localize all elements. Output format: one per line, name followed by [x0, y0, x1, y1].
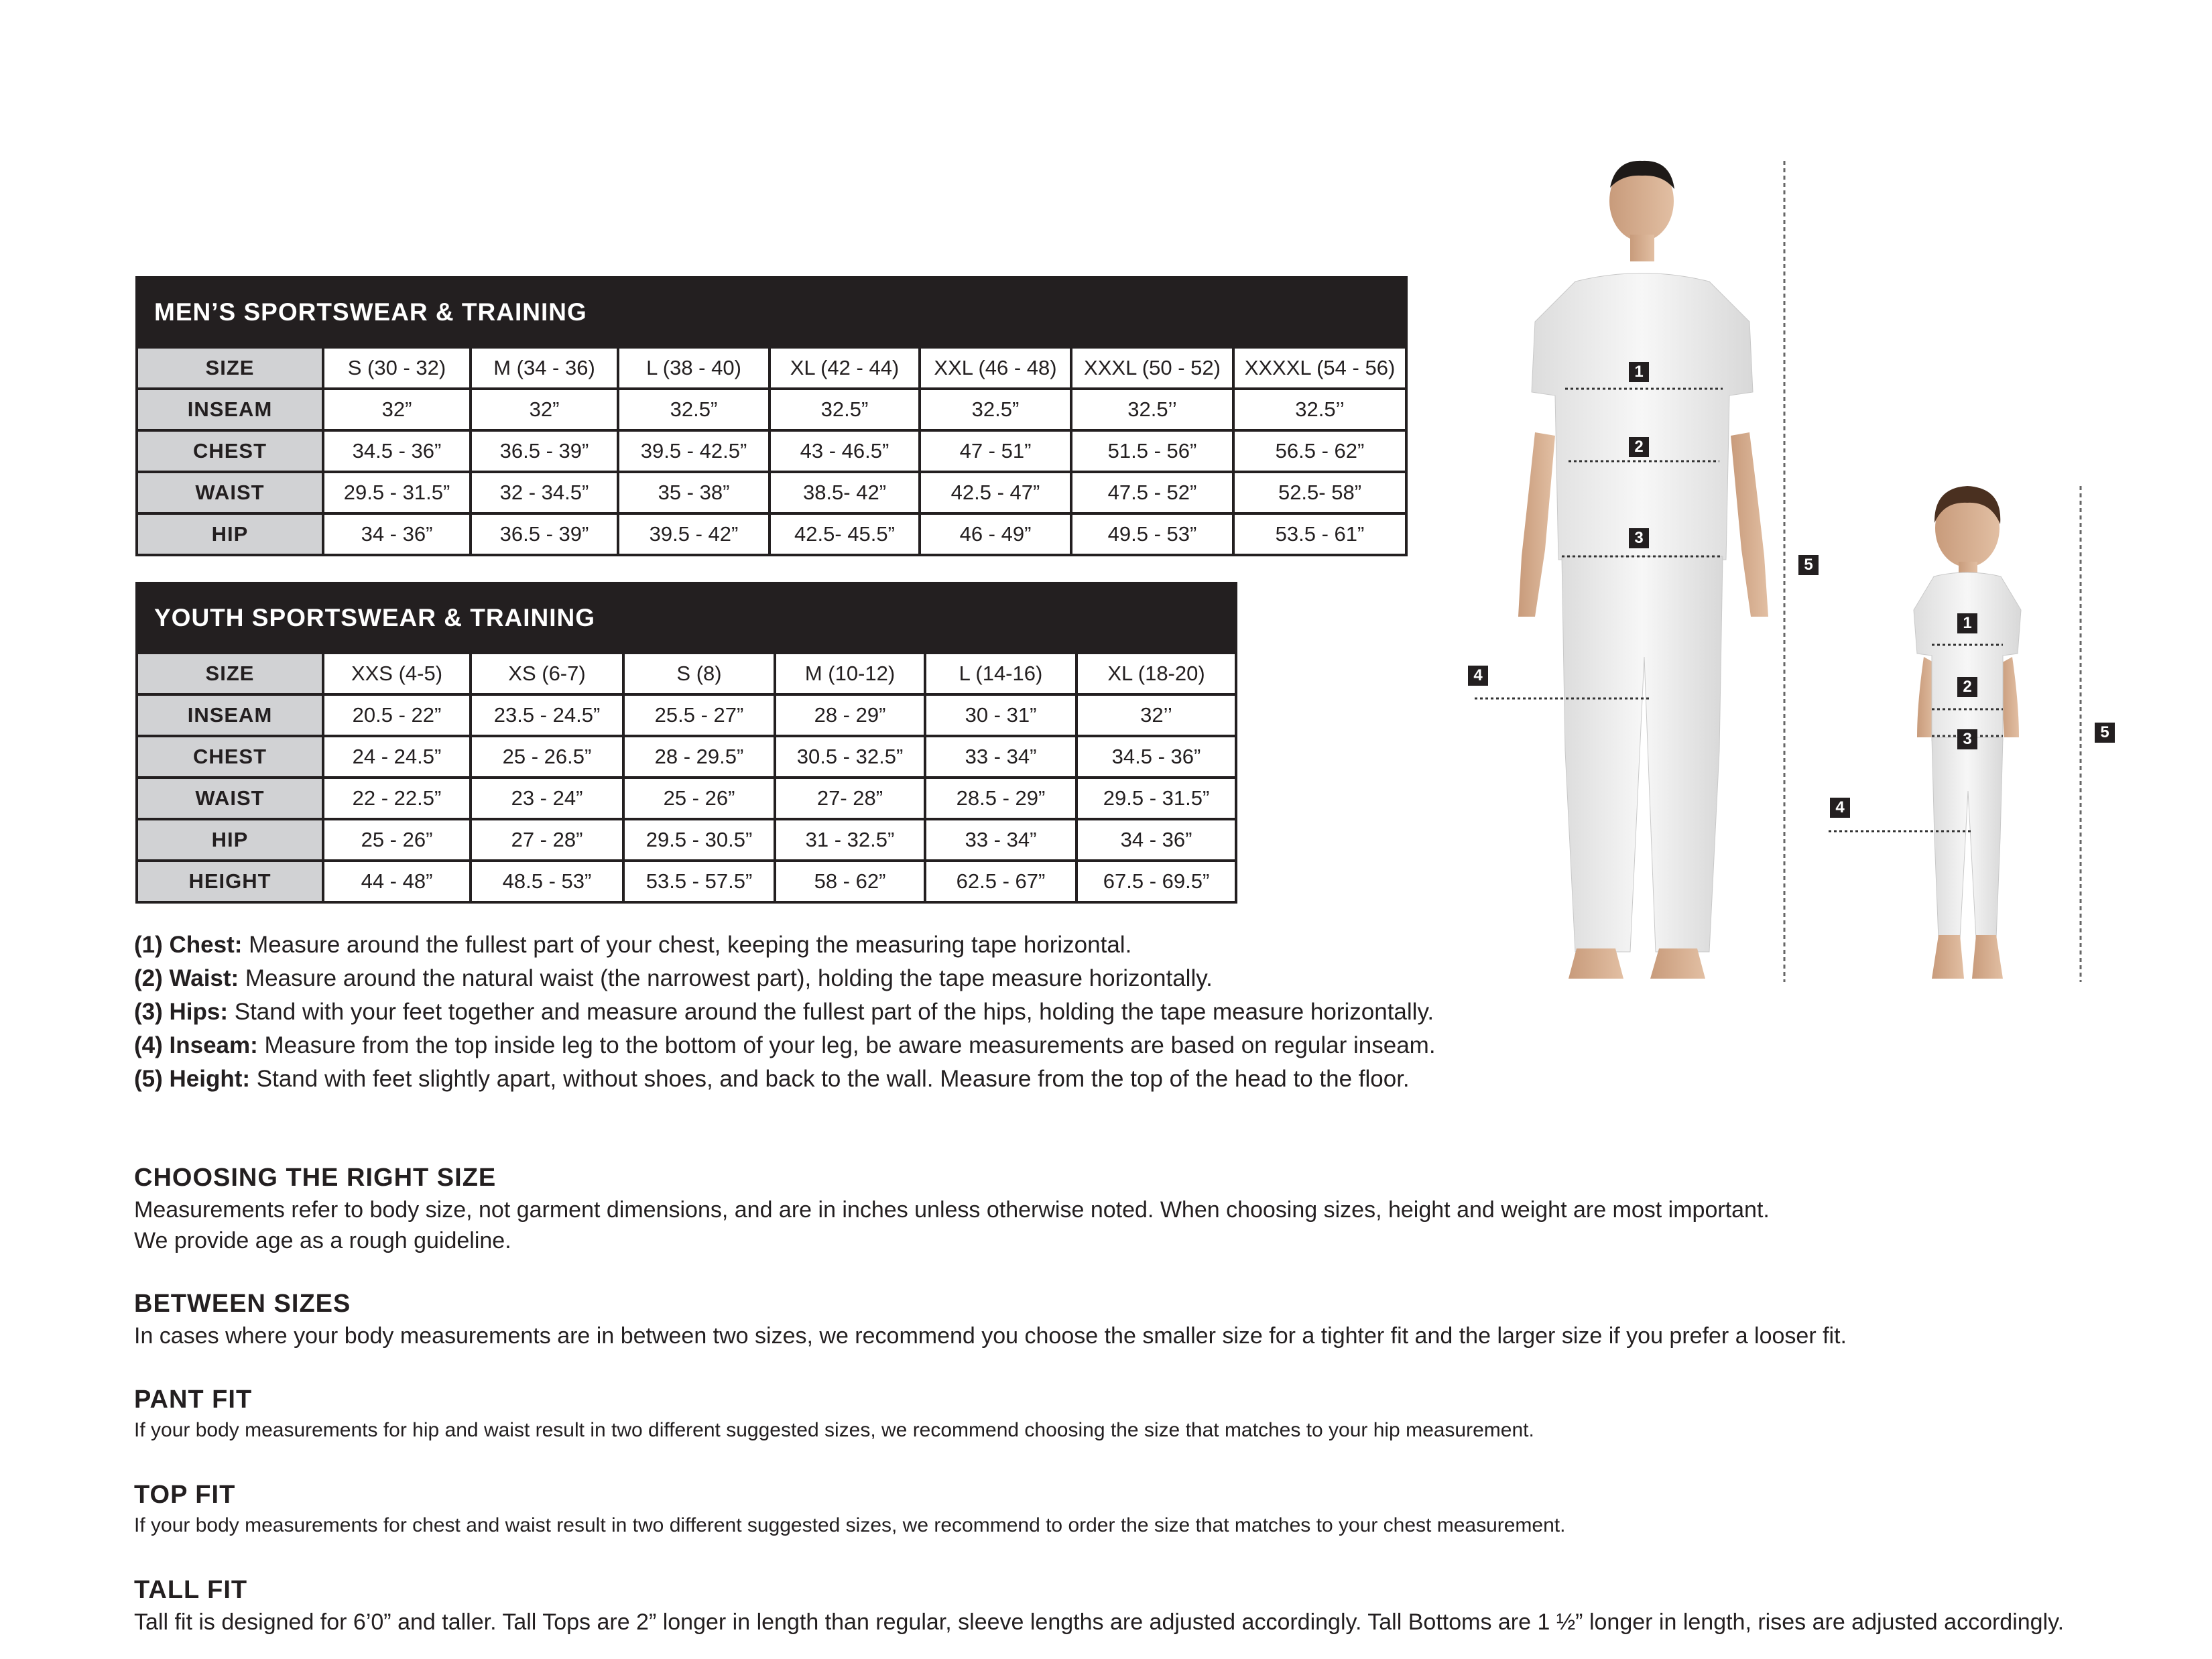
table-row — [137, 513, 1406, 555]
badge-inseam-child: 4 — [1830, 798, 1850, 818]
table-cell: 56.5 - 62” — [1233, 430, 1406, 472]
table-cell: 34 - 36” — [1077, 819, 1236, 861]
row-header: HIP — [137, 513, 323, 555]
table-cell: 42.5 - 47” — [920, 472, 1071, 513]
table-row — [137, 819, 1236, 861]
table-cell: 28.5 - 29” — [925, 778, 1077, 819]
row-header: CHEST — [137, 736, 323, 778]
table-cell: 25.5 - 27” — [623, 694, 775, 736]
table-cell: 34.5 - 36” — [1077, 736, 1236, 778]
table-cell: 29.5 - 30.5” — [623, 819, 775, 861]
table-cell: 34 - 36” — [323, 513, 471, 555]
youth-table-title: YOUTH SPORTSWEAR & TRAINING — [137, 583, 1236, 653]
note-waist — [134, 962, 1436, 995]
note-text: Measure around the fullest part of your chest, keeping the measuring tape horizontal. — [242, 932, 1132, 958]
section-heading: BETWEEN SIZES — [134, 1290, 351, 1318]
adult-figure — [1455, 147, 1784, 982]
table-cell: 52.5- 58” — [1233, 472, 1406, 513]
row-header: SIZE — [137, 347, 323, 389]
section-heading: CHOOSING THE RIGHT SIZE — [134, 1164, 497, 1192]
table-row — [137, 653, 1236, 694]
table-cell: 27- 28” — [775, 778, 925, 819]
table-cell: 35 - 38” — [618, 472, 770, 513]
note-chest — [134, 928, 1436, 962]
badge-height: 5 — [1798, 555, 1819, 575]
section-heading: PANT FIT — [134, 1386, 253, 1414]
table-cell: 29.5 - 31.5” — [1077, 778, 1236, 819]
row-header: WAIST — [137, 778, 323, 819]
table-row — [137, 736, 1236, 778]
badge-waist-child: 2 — [1957, 677, 1977, 697]
table-cell: 62.5 - 67” — [925, 861, 1077, 902]
table-cell: 31 - 32.5” — [775, 819, 925, 861]
table-cell: 33 - 34” — [925, 819, 1077, 861]
row-header: INSEAM — [137, 694, 323, 736]
table-cell: 32.5” — [920, 389, 1071, 430]
table-cell: 44 - 48” — [323, 861, 471, 902]
section-pant-fit — [134, 1383, 2091, 1445]
table-cell: 32 - 34.5” — [471, 472, 618, 513]
table-cell: XL (42 - 44) — [770, 347, 920, 389]
table-cell: 20.5 - 22” — [323, 694, 471, 736]
table-cell: 22 - 22.5” — [323, 778, 471, 819]
table-cell: 42.5- 45.5” — [770, 513, 920, 555]
table-cell: 30.5 - 32.5” — [775, 736, 925, 778]
table-cell: 24 - 24.5” — [323, 736, 471, 778]
table-cell: 47 - 51” — [920, 430, 1071, 472]
row-header: CHEST — [137, 430, 323, 472]
table-cell: 32.5’’ — [1233, 389, 1406, 430]
table-cell: 27 - 28” — [471, 819, 623, 861]
table-cell: 32.5’’ — [1071, 389, 1233, 430]
table-cell: 38.5- 42” — [770, 472, 920, 513]
note-height — [134, 1062, 1436, 1096]
table-row — [137, 694, 1236, 736]
note-text: Measure from the top inside leg to the bottom of your leg, be aware measurements are based on regular inseam. — [257, 1032, 1436, 1058]
note-label: (4) Inseam: — [134, 1032, 258, 1058]
table-cell: 28 - 29.5” — [623, 736, 775, 778]
badge-waist: 2 — [1629, 437, 1649, 457]
table-cell: 49.5 - 53” — [1071, 513, 1233, 555]
table-row — [137, 778, 1236, 819]
mens-table-title: MEN’S SPORTSWEAR & TRAINING — [137, 278, 1406, 347]
table-cell: 39.5 - 42.5” — [618, 430, 770, 472]
table-cell: XXS (4-5) — [323, 653, 471, 694]
table-cell: 23 - 24” — [471, 778, 623, 819]
table-cell: 28 - 29” — [775, 694, 925, 736]
table-cell: XL (18-20) — [1077, 653, 1236, 694]
badge-hip-child: 3 — [1957, 729, 1977, 749]
table-cell: 36.5 - 39” — [471, 430, 618, 472]
table-cell: 48.5 - 53” — [471, 861, 623, 902]
table-cell: 25 - 26.5” — [471, 736, 623, 778]
row-header: HEIGHT — [137, 861, 323, 902]
table-cell: 32” — [323, 389, 471, 430]
row-header: SIZE — [137, 653, 323, 694]
table-cell: M (34 - 36) — [471, 347, 618, 389]
section-text: We provide age as a rough guideline. — [134, 1228, 511, 1253]
child-figure — [1829, 486, 2081, 982]
section-top-fit — [134, 1478, 2091, 1540]
table-cell: S (8) — [623, 653, 775, 694]
section-heading: TOP FIT — [134, 1481, 236, 1509]
row-header: HIP — [137, 819, 323, 861]
table-cell: 32” — [471, 389, 618, 430]
table-cell: 36.5 - 39” — [471, 513, 618, 555]
table-row — [137, 861, 1236, 902]
section-text: If your body measurements for chest and waist result in two different suggested sizes, we recommend to order the size that matches to your chest measurement. — [134, 1514, 1566, 1536]
table-cell: 25 - 26” — [623, 778, 775, 819]
table-cell: 23.5 - 24.5” — [471, 694, 623, 736]
table-row — [137, 472, 1406, 513]
table-row — [137, 389, 1406, 430]
table-cell: 53.5 - 57.5” — [623, 861, 775, 902]
badge-hip: 3 — [1629, 528, 1649, 548]
table-cell: M (10-12) — [775, 653, 925, 694]
section-text: If your body measurements for hip and waist result in two different suggested sizes, we recommend choosing the size that matches to your hip measurement. — [134, 1419, 1534, 1441]
table-cell: 25 - 26” — [323, 819, 471, 861]
table-cell: L (38 - 40) — [618, 347, 770, 389]
table-cell: XXL (46 - 48) — [920, 347, 1071, 389]
row-header: INSEAM — [137, 389, 323, 430]
note-inseam — [134, 1029, 1436, 1062]
note-label: (5) Height: — [134, 1066, 251, 1092]
section-text: Measurements refer to body size, not garment dimensions, and are in inches unless otherwise noted. When choosing sizes, height and weight are most important. — [134, 1197, 1770, 1223]
table-cell: XXXXL (54 - 56) — [1233, 347, 1406, 389]
badge-chest-child: 1 — [1957, 613, 1977, 633]
table-row — [137, 347, 1406, 389]
table-cell: 32.5” — [770, 389, 920, 430]
table-cell: S (30 - 32) — [323, 347, 471, 389]
measurement-notes — [134, 928, 1436, 1096]
table-cell: 29.5 - 31.5” — [323, 472, 471, 513]
body-figures-image — [1455, 147, 2125, 992]
table-cell: XS (6-7) — [471, 653, 623, 694]
note-label: (3) Hips: — [134, 999, 228, 1025]
table-cell: XXXL (50 - 52) — [1071, 347, 1233, 389]
table-cell: 34.5 - 36” — [323, 430, 471, 472]
table-cell: 39.5 - 42” — [618, 513, 770, 555]
table-cell: 32.5” — [618, 389, 770, 430]
note-label: (1) Chest: — [134, 932, 243, 958]
section-heading: TALL FIT — [134, 1576, 248, 1604]
badge-chest: 1 — [1629, 362, 1649, 382]
section-text: In cases where your body measurements are in between two sizes, we recommend you choose the smaller size for a tighter fit and the larger size if you prefer a looser fit. — [134, 1323, 1847, 1349]
table-cell: 51.5 - 56” — [1071, 430, 1233, 472]
note-text: Stand with feet slightly apart, without shoes, and back to the wall. Measure from the top of the head to the floor. — [250, 1066, 1410, 1092]
table-cell: 53.5 - 61” — [1233, 513, 1406, 555]
table-cell: 32’’ — [1077, 694, 1236, 736]
note-text: Stand with your feet together and measure around the fullest part of the hips, holding the tape measure horizontally. — [228, 999, 1434, 1025]
table-cell: L (14-16) — [925, 653, 1077, 694]
section-between-sizes — [134, 1287, 2091, 1351]
mens-size-table — [135, 276, 1408, 556]
table-cell: 43 - 46.5” — [770, 430, 920, 472]
section-tall-fit — [134, 1573, 2091, 1638]
table-row — [137, 430, 1406, 472]
row-header: WAIST — [137, 472, 323, 513]
section-text: Tall fit is designed for 6’0” and taller. Tall Tops are 2” longer in length than regular, sleeve lengths are adjusted accordingly. Tall Bottoms are 1 ½” longer in length, rises are adjusted accordingly. — [134, 1609, 2065, 1635]
table-cell: 47.5 - 52” — [1071, 472, 1233, 513]
table-cell: 30 - 31” — [925, 694, 1077, 736]
youth-size-table — [135, 582, 1237, 904]
note-label: (2) Waist: — [134, 965, 239, 991]
table-cell: 46 - 49” — [920, 513, 1071, 555]
table-cell: 33 - 34” — [925, 736, 1077, 778]
table-cell: 58 - 62” — [775, 861, 925, 902]
note-hips — [134, 995, 1436, 1029]
badge-inseam: 4 — [1468, 666, 1488, 686]
note-text: Measure around the natural waist (the narrowest part), holding the tape measure horizontally. — [239, 965, 1213, 991]
badge-height-child: 5 — [2095, 723, 2115, 743]
section-choosing-size — [134, 1161, 2091, 1256]
table-cell: 67.5 - 69.5” — [1077, 861, 1236, 902]
measurement-figure-illustration — [1455, 147, 2125, 992]
